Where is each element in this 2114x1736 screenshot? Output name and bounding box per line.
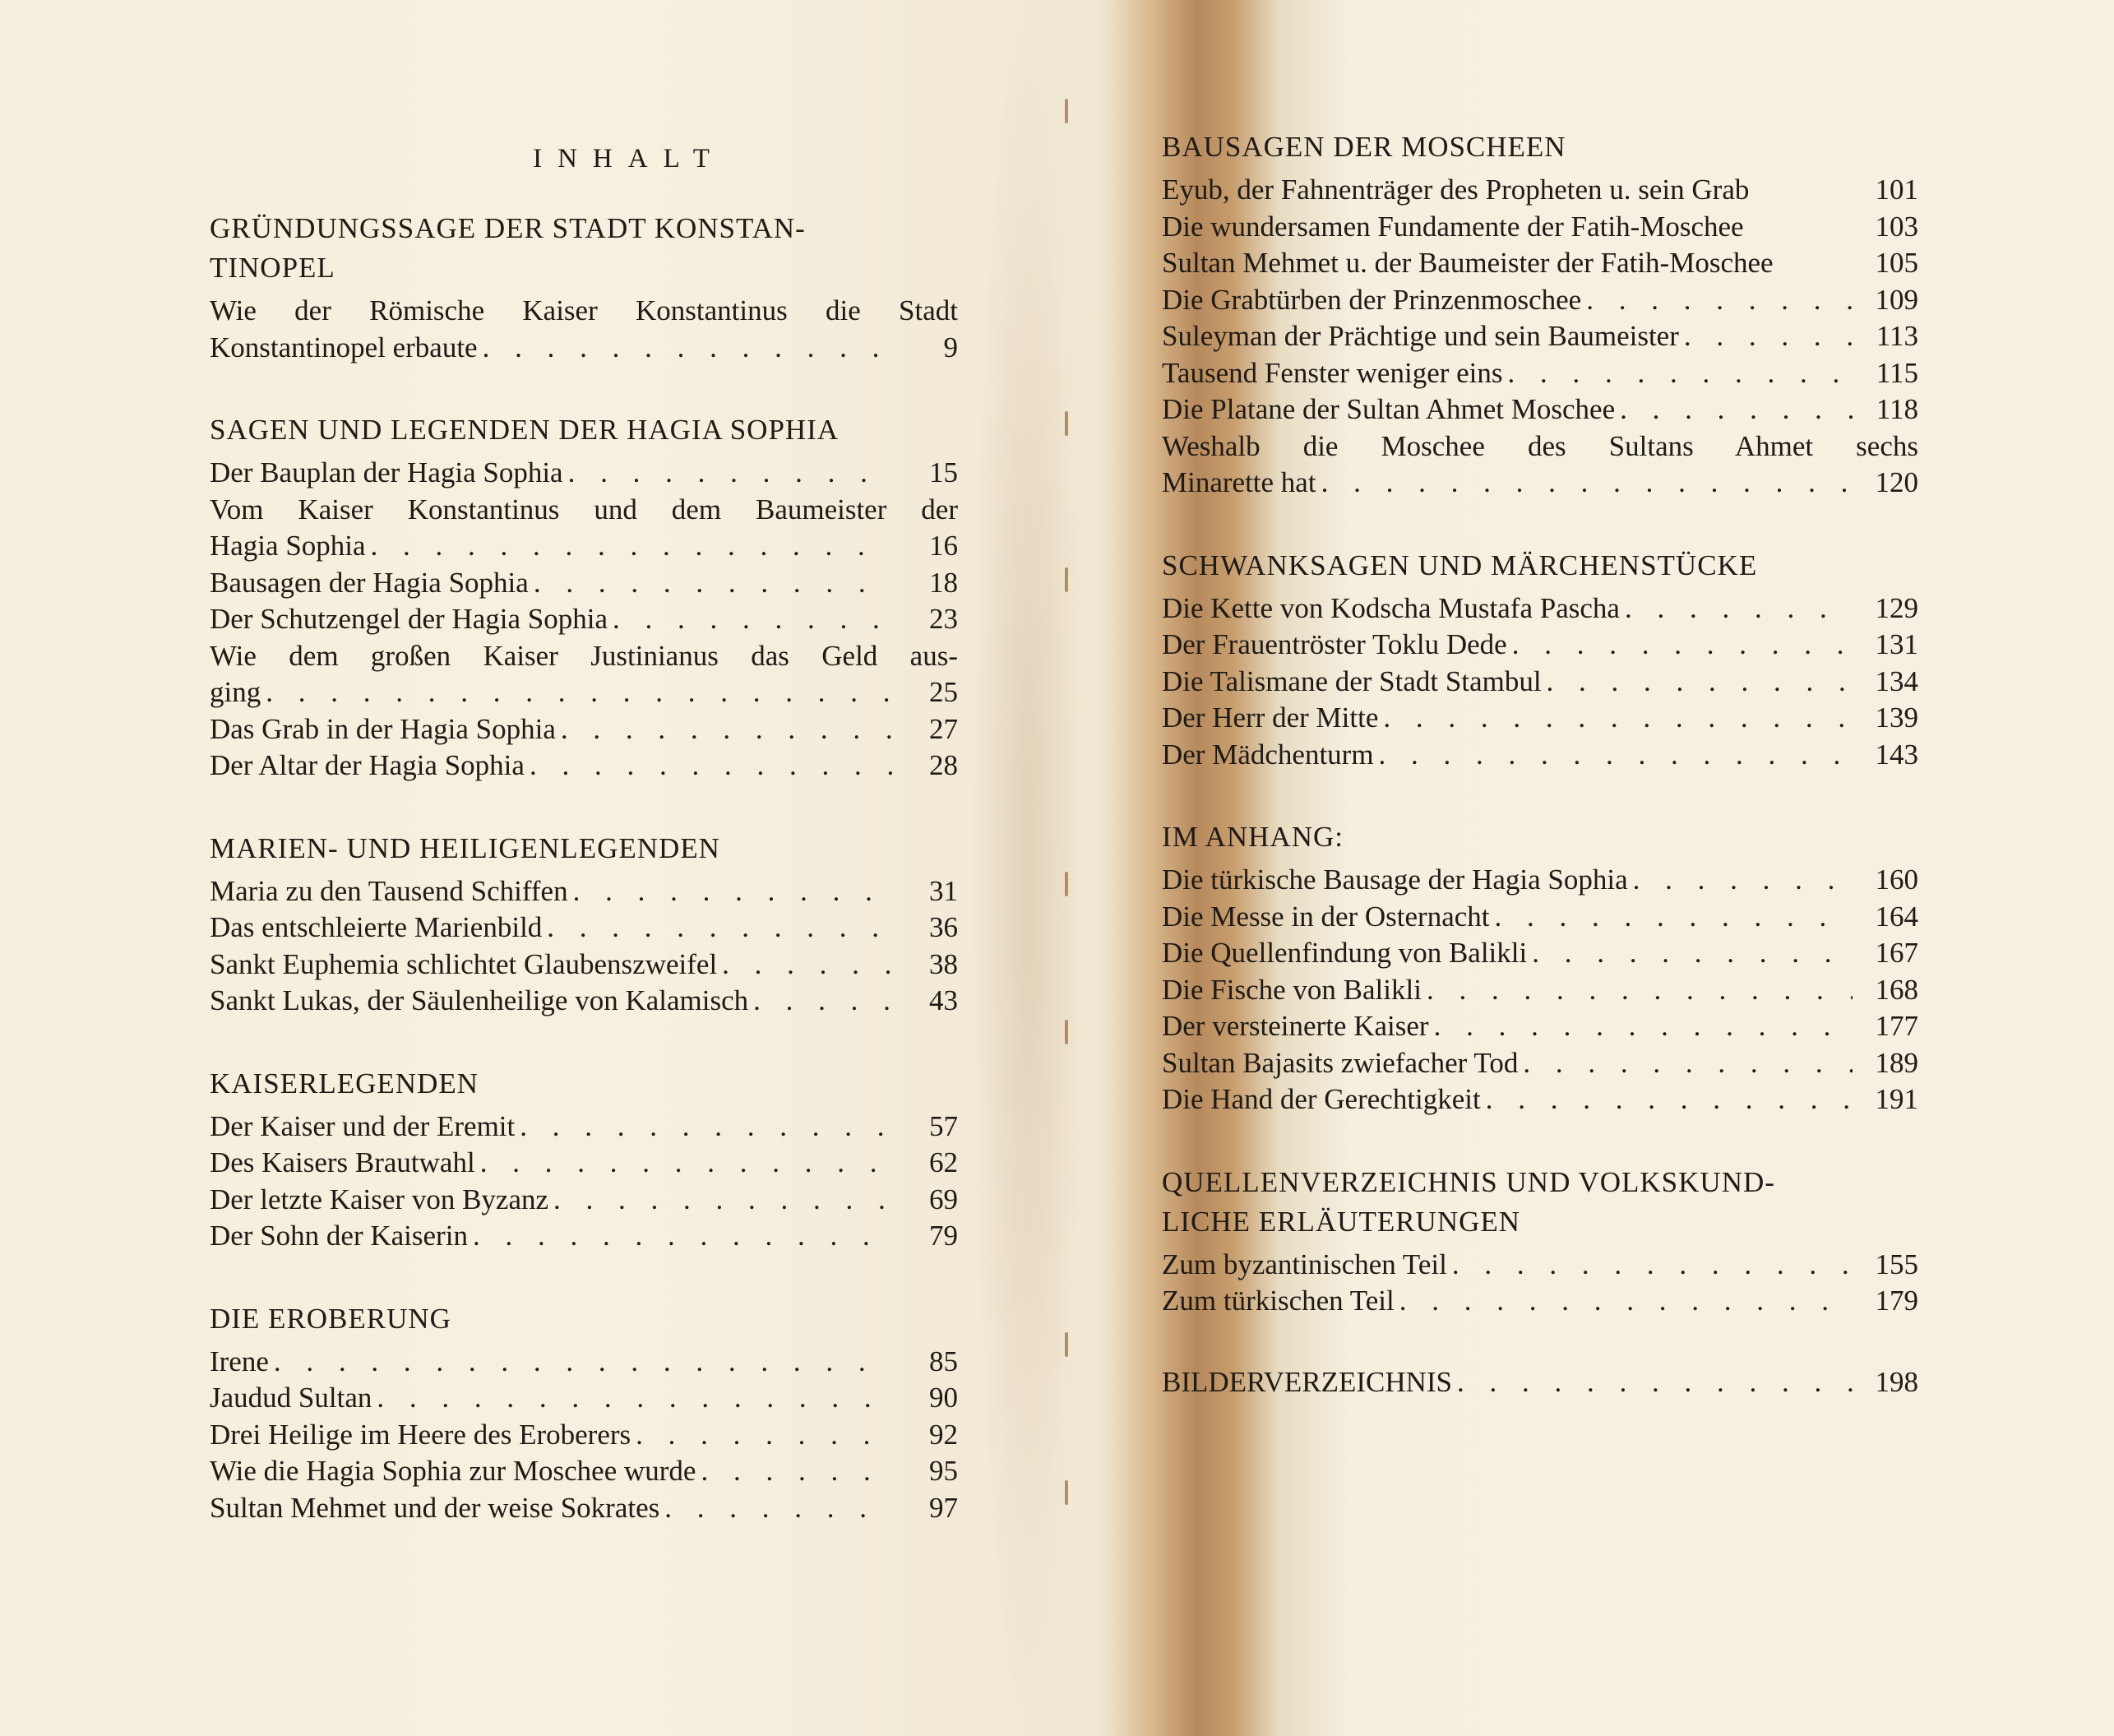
dot-leader: [548, 1182, 892, 1219]
toc-section: [1162, 127, 1918, 502]
toc-entry[interactable]: [1162, 1283, 1918, 1320]
toc-entry[interactable]: [210, 1145, 958, 1182]
page-number: 103: [1875, 210, 1918, 243]
entry-title: Die Platane der Sultan Ahmet Moschee: [1162, 393, 1616, 425]
toc-section: [1162, 1163, 1918, 1320]
toc-entry[interactable]: [210, 674, 958, 711]
entry-title: Der Bauplan der Hagia Sophia: [210, 456, 563, 488]
page-number: 177: [1875, 1010, 1918, 1042]
toc-entry[interactable]: [210, 528, 958, 565]
page-number: 191: [1875, 1083, 1918, 1115]
dot-leader: [269, 1344, 892, 1381]
toc-entry[interactable]: [210, 748, 958, 785]
toc-entry[interactable]: [1162, 737, 1918, 774]
page-number: 129: [1875, 591, 1918, 624]
entry-title: Minarette hat: [1162, 466, 1316, 498]
page-number: 31: [929, 874, 958, 907]
entry-title: Sultan Mehmet u. der Baumeister der Fatih-Moschee: [1162, 247, 1774, 279]
toc-entry[interactable]: [210, 1218, 958, 1255]
page-number: 18: [929, 566, 958, 599]
page-number: 36: [929, 911, 958, 943]
toc-entry[interactable]: [1162, 318, 1918, 355]
page-number: 101: [1875, 174, 1918, 206]
dot-leader: [525, 748, 892, 785]
binding-stitch: [1065, 1480, 1068, 1505]
entry-title: Der Sohn der Kaiserin: [210, 1220, 468, 1252]
entry-title: Sankt Euphemia schlichtet Glaubenszweifel: [210, 947, 718, 980]
dot-leader: [261, 674, 892, 711]
page-number: 131: [1875, 628, 1918, 660]
toc-section: [1162, 546, 1918, 774]
dot-leader: [1679, 318, 1853, 355]
dot-leader: [542, 910, 892, 947]
entry-title: Sultan Mehmet und der weise Sokrates: [210, 1491, 660, 1524]
entry-title: Der Altar der Hagia Sophia: [210, 749, 525, 781]
dot-leader: [1615, 391, 1853, 428]
dot-leader: [515, 1109, 892, 1146]
page-number: 160: [1875, 863, 1918, 896]
left-page: [210, 144, 958, 1571]
entry-title: Der letzte Kaiser von Byzanz: [210, 1183, 549, 1215]
dot-leader: [1378, 700, 1853, 737]
dot-leader: [1395, 1283, 1853, 1320]
toc-entry[interactable]: [1162, 1081, 1918, 1118]
entry-title: Eyub, der Fahnenträger des Propheten u. sein Grab: [1162, 174, 1750, 206]
page-number: 92: [929, 1418, 958, 1451]
section-heading: IM ANHANG:: [1162, 821, 1344, 853]
entry-title: Der Herr der Mitte: [1162, 701, 1379, 734]
toc-entry[interactable]: [1162, 862, 1918, 899]
dot-leader: [1503, 355, 1853, 392]
page-number: 164: [1875, 900, 1918, 933]
toc-entry[interactable]: [1162, 391, 1918, 428]
toc-entry[interactable]: [210, 873, 958, 910]
page-number: 27: [929, 712, 958, 745]
section-heading: QUELLENVERZEICHNIS UND VOLKSKUND-: [1162, 1165, 1775, 1198]
section-heading: SCHWANKSAGEN UND MÄRCHENSTÜCKE: [1162, 549, 1758, 581]
dot-leader: [556, 711, 892, 748]
page-number: 69: [929, 1183, 958, 1215]
page-number: 139: [1875, 701, 1918, 734]
entry-title: Die wundersamen Fundamente der Fatih-Moschee: [1162, 210, 1744, 243]
page-number: 90: [929, 1382, 958, 1414]
toc-entry[interactable]: [210, 1344, 958, 1381]
entry-title: Konstantinopel erbaute: [210, 331, 478, 363]
toc-entry[interactable]: [210, 455, 958, 492]
section-heading-continued: TINOPEL: [210, 252, 335, 284]
page-number: 105: [1875, 247, 1918, 279]
toc-entry[interactable]: [210, 1453, 958, 1490]
toc-entry[interactable]: [1162, 700, 1918, 737]
entry-title: Der Schutzengel der Hagia Sophia: [210, 603, 608, 635]
binding-stitch: [1065, 1020, 1068, 1044]
entry-title: Die Messe in der Osternacht: [1162, 900, 1490, 933]
toc-entry[interactable]: [1162, 172, 1918, 209]
entry-title: Tausend Fenster weniger eins: [1162, 356, 1503, 389]
toc-entry[interactable]: [1162, 590, 1918, 627]
entry-title: Sankt Lukas, der Säulenheilige von Kalamisch: [210, 984, 749, 1016]
toc-entry[interactable]: [210, 1490, 958, 1527]
right-page: [1162, 127, 1918, 1445]
dot-leader: [608, 601, 892, 638]
page-number: 120: [1875, 466, 1918, 498]
toc-entry[interactable]: [1162, 209, 1918, 246]
toc-entry[interactable]: [210, 947, 958, 984]
page-number: 118: [1876, 393, 1918, 425]
dot-leader: [1316, 465, 1853, 502]
entry-title: Die Talismane der Stadt Stambul: [1162, 664, 1542, 697]
page-number: 15: [929, 456, 958, 488]
entry-title: Maria zu den Tausend Schiffen: [210, 874, 568, 907]
page-number: 62: [929, 1146, 958, 1178]
toc-section: [210, 829, 958, 1020]
toc-entry[interactable]: [210, 1182, 958, 1219]
entry-title: Zum türkischen Teil: [1162, 1285, 1395, 1317]
page-number: 143: [1875, 738, 1918, 771]
page-number: 95: [929, 1455, 958, 1487]
page-number: 23: [929, 603, 958, 635]
section-heading: GRÜNDUNGSSAGE DER STADT KONSTAN-: [210, 212, 806, 244]
entry-title: BILDERVERZEICHNIS: [1162, 1365, 1453, 1398]
toc-entry[interactable]: [210, 711, 958, 748]
toc-entry-line: Wie dem großen Kaiser Justinianus das Geld aus-: [210, 639, 958, 672]
entry-title: Die türkische Bausage der Hagia Sophia: [1162, 863, 1628, 896]
entry-title: Wie die Hagia Sophia zur Moschee wurde: [210, 1455, 696, 1487]
toc-section: [1162, 1364, 1918, 1401]
page-number: 79: [929, 1220, 958, 1252]
entry-title: Hagia Sophia: [210, 530, 366, 562]
page-number: 85: [929, 1345, 958, 1377]
dot-leader: [1527, 935, 1853, 972]
page-number: 189: [1875, 1046, 1918, 1079]
dot-leader: [717, 947, 892, 984]
entry-title: Die Grabtürben der Prinzenmoschee: [1162, 283, 1582, 316]
toc-entry-line: Wie der Römische Kaiser Konstantinus die Stadt: [210, 294, 958, 326]
dot-leader: [563, 455, 892, 492]
toc-entry[interactable]: [210, 1109, 958, 1146]
toc-entry[interactable]: [1162, 465, 1918, 502]
dot-leader: [475, 1145, 892, 1182]
binding-stitch: [1065, 1332, 1068, 1357]
section-heading: DIE EROBERUNG: [210, 1302, 451, 1335]
toc-entry[interactable]: [210, 330, 958, 367]
page-number: 28: [929, 749, 958, 781]
page-number: 16: [929, 530, 958, 562]
toc-section: [210, 209, 958, 366]
entry-title: Bausagen der Hagia Sophia: [210, 566, 529, 599]
entry-title: Die Fische von Balikli: [1162, 973, 1422, 1006]
dot-leader: [478, 330, 892, 367]
section-heading: KAISERLEGENDEN: [210, 1067, 479, 1099]
entry-title: Des Kaisers Brautwahl: [210, 1146, 475, 1178]
binding-stitch: [1065, 411, 1068, 436]
entry-title: Suleyman der Prächtige und sein Baumeister: [1162, 320, 1679, 352]
dot-leader: [1422, 972, 1853, 1009]
toc-title: INHALT: [533, 144, 725, 174]
toc-entry[interactable]: [1162, 1045, 1918, 1082]
binding-stitch: [1065, 567, 1068, 592]
toc-entry[interactable]: [1162, 282, 1918, 319]
toc-entry[interactable]: [1162, 899, 1918, 936]
dot-leader: [659, 1490, 892, 1527]
entry-title: Die Kette von Kodscha Mustafa Pascha: [1162, 591, 1620, 624]
section-heading: MARIEN- UND HEILIGENLEGENDEN: [210, 831, 720, 864]
page-number: 198: [1875, 1365, 1918, 1398]
toc-section: [210, 1064, 958, 1255]
page-number: 57: [929, 1109, 958, 1142]
page-number: 38: [929, 947, 958, 980]
dot-leader: [1429, 1008, 1853, 1045]
page-number: 155: [1875, 1248, 1918, 1280]
book-gutter: [970, 0, 1085, 1736]
toc-section: [1162, 817, 1918, 1118]
dot-leader: [1542, 664, 1853, 701]
toc-entry[interactable]: [210, 1417, 958, 1454]
page-number: 168: [1875, 973, 1918, 1006]
page-number: 9: [943, 331, 958, 363]
dot-leader: [748, 983, 892, 1020]
binding-stitch: [1065, 872, 1068, 896]
page-number: 25: [929, 676, 958, 708]
section-heading: SAGEN UND LEGENDEN DER HAGIA SOPHIA: [210, 414, 840, 446]
dot-leader: [1507, 627, 1853, 664]
dot-leader: [1374, 737, 1853, 774]
section-heading: BAUSAGEN DER MOSCHEEN: [1162, 131, 1566, 163]
entry-title: Die Hand der Gerechtigkeit: [1162, 1083, 1481, 1115]
toc-entry[interactable]: [1162, 1364, 1918, 1401]
page-number: 134: [1875, 664, 1918, 697]
toc-entry[interactable]: [1162, 245, 1918, 282]
section-heading-continued: LICHE ERLÄUTERUNGEN: [1162, 1205, 1521, 1238]
dot-leader: [1628, 862, 1853, 899]
dot-leader: [1581, 282, 1853, 319]
dot-leader: [468, 1218, 892, 1255]
page-number: 97: [929, 1491, 958, 1524]
entry-title: Der Mädchenturm: [1162, 738, 1374, 771]
toc-entry-line: Weshalb die Moschee des Sultans Ahmet sechs: [1162, 429, 1918, 462]
dot-leader: [1489, 899, 1853, 936]
toc-entry[interactable]: [1162, 355, 1918, 392]
toc-entry-line: Vom Kaiser Konstantinus und dem Baumeister der: [210, 493, 958, 525]
entry-title: Der Kaiser und der Eremit: [210, 1109, 516, 1142]
entry-title: Die Quellenfindung von Balikli: [1162, 937, 1528, 969]
entry-title: Das Grab in der Hagia Sophia: [210, 712, 556, 745]
page-number: 179: [1875, 1285, 1918, 1317]
dot-leader: [1518, 1045, 1853, 1082]
toc-section: [210, 1299, 958, 1527]
right-toc: [1162, 127, 1918, 1400]
dot-leader: [631, 1417, 892, 1454]
toc-entry[interactable]: [1162, 1008, 1918, 1045]
entry-title: Sultan Bajasits zwiefacher Tod: [1162, 1046, 1519, 1079]
page-number: 109: [1875, 283, 1918, 316]
entry-title: Der Frauentröster Toklu Dede: [1162, 628, 1507, 660]
toc-entry[interactable]: [1162, 935, 1918, 972]
entry-title: Jaudud Sultan: [210, 1382, 372, 1414]
dot-leader: [1447, 1247, 1853, 1284]
toc-entry[interactable]: [210, 1380, 958, 1417]
toc-entry[interactable]: [1162, 972, 1918, 1009]
entry-title: Irene: [210, 1345, 269, 1377]
dot-leader: [372, 1380, 892, 1417]
page-number: 113: [1876, 320, 1918, 352]
dot-leader: [696, 1453, 892, 1490]
toc-entry[interactable]: [210, 910, 958, 947]
binding-stitch: [1065, 99, 1068, 123]
toc-entry[interactable]: [1162, 1247, 1918, 1284]
toc-entry[interactable]: [210, 983, 958, 1020]
page-number: 167: [1875, 937, 1918, 969]
toc-entry[interactable]: [210, 565, 958, 602]
dot-leader: [568, 873, 892, 910]
toc-entry[interactable]: [1162, 664, 1918, 701]
entry-title: Drei Heilige im Heere des Eroberers: [210, 1418, 631, 1451]
dot-leader: [1620, 590, 1853, 627]
entry-title: Zum byzantinischen Teil: [1162, 1248, 1447, 1280]
left-toc: [210, 209, 958, 1526]
toc-entry[interactable]: [1162, 627, 1918, 664]
entry-title: ging: [210, 676, 261, 708]
toc-section: [210, 410, 958, 785]
dot-leader: [1481, 1081, 1853, 1118]
entry-title: Das entschleierte Marienbild: [210, 911, 543, 943]
entry-title: Der versteinerte Kaiser: [1162, 1010, 1429, 1042]
dot-leader: [1452, 1364, 1853, 1401]
dot-leader: [366, 528, 892, 565]
toc-entry[interactable]: [210, 601, 958, 638]
dot-leader: [529, 565, 892, 602]
page-number: 115: [1876, 356, 1918, 389]
page-number: 43: [929, 984, 958, 1016]
